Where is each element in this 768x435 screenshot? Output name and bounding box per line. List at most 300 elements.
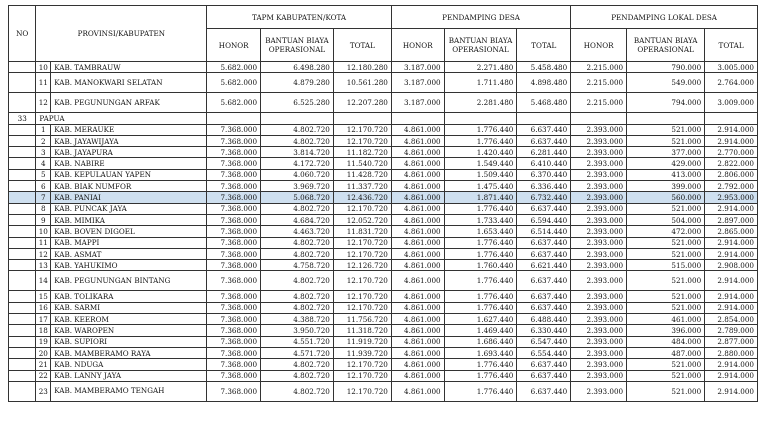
row-index: 10 — [36, 62, 51, 73]
tapm-honor-cell: 7.368.000 — [207, 181, 261, 192]
tapm-total-cell: 11.919.720 — [333, 336, 391, 347]
row-no-cell — [9, 192, 36, 203]
pd-bantuan-cell: 1.627.440 — [444, 314, 517, 325]
pld-total-cell: 2.806.000 — [705, 169, 758, 180]
tapm-bantuan-cell: 4.802.720 — [261, 291, 334, 302]
pd-bantuan-cell: 1.711.480 — [444, 73, 517, 93]
regency-name: KAB. TAMBRAUW — [51, 62, 207, 73]
pld-bantuan-cell: 521.000 — [627, 370, 705, 381]
tapm-total-cell: 12.126.720 — [333, 260, 391, 271]
row-index: 6 — [36, 181, 51, 192]
row-no-cell — [9, 73, 36, 93]
pd-bantuan-cell: 1.549.440 — [444, 158, 517, 169]
tapm-honor-cell: 5.682.000 — [207, 93, 261, 113]
row-index: 23 — [36, 381, 51, 401]
row-index: 8 — [36, 203, 51, 214]
pld-bantuan-cell: 429.000 — [627, 158, 705, 169]
regency-name: KAB. KEEROM — [51, 314, 207, 325]
row-index: 11 — [36, 73, 51, 93]
tapm-bantuan-cell: 3.950.720 — [261, 325, 334, 336]
pld-honor-cell: 2.393.000 — [571, 359, 627, 370]
pd-honor-cell: 3.187.000 — [391, 62, 444, 73]
regency-name: KAB. MERAUKE — [51, 124, 207, 135]
empty-cell — [207, 113, 261, 124]
pld-honor-cell: 2.215.000 — [571, 93, 627, 113]
row-no-cell — [9, 214, 36, 225]
pld-honor-cell: 2.393.000 — [571, 347, 627, 358]
tapm-bantuan-cell: 4.463.720 — [261, 226, 334, 237]
pd-honor-cell: 4.861.000 — [391, 248, 444, 259]
row-no-cell — [9, 226, 36, 237]
tapm-honor-cell: 7.368.000 — [207, 214, 261, 225]
row-index: 7 — [36, 192, 51, 203]
pd-total-cell: 6.637.440 — [517, 124, 571, 135]
row-no-cell — [9, 248, 36, 259]
row-index: 9 — [36, 214, 51, 225]
header-region: PROVINSI/KABUPATEN — [36, 6, 207, 62]
tapm-bantuan-cell: 4.802.720 — [261, 302, 334, 313]
pd-bantuan-cell: 1.871.440 — [444, 192, 517, 203]
pd-total-cell: 6.637.440 — [517, 370, 571, 381]
pld-total-cell: 3.009.000 — [705, 93, 758, 113]
regency-name: KAB. WAROPEN — [51, 325, 207, 336]
pd-bantuan-cell: 1.776.440 — [444, 291, 517, 302]
pld-bantuan-cell: 521.000 — [627, 248, 705, 259]
pld-bantuan-cell: 521.000 — [627, 124, 705, 135]
row-no-cell — [9, 181, 36, 192]
pld-total-cell: 2.822.000 — [705, 158, 758, 169]
tapm-bantuan-cell: 4.802.720 — [261, 124, 334, 135]
regency-name: KAB. BIAK NUMFOR — [51, 181, 207, 192]
regency-name: KAB. NDUGA — [51, 359, 207, 370]
row-index: 10 — [36, 226, 51, 237]
pd-bantuan-cell: 1.776.440 — [444, 381, 517, 401]
pld-honor-cell: 2.393.000 — [571, 169, 627, 180]
tapm-total-cell: 12.170.720 — [333, 359, 391, 370]
tapm-honor-cell: 7.368.000 — [207, 124, 261, 135]
empty-cell — [627, 113, 705, 124]
tapm-bantuan-cell: 5.068.720 — [261, 192, 334, 203]
tapm-honor-cell: 5.682.000 — [207, 62, 261, 73]
tapm-honor-cell: 7.368.000 — [207, 381, 261, 401]
pld-total-cell: 2.880.000 — [705, 347, 758, 358]
table-row — [9, 370, 758, 381]
pld-honor-cell: 2.393.000 — [571, 381, 627, 401]
header-honor: HONOR — [207, 29, 261, 62]
row-no-cell — [9, 135, 36, 146]
regency-name: KAB. MAPPI — [51, 237, 207, 248]
province-name: PAPUA — [36, 113, 207, 124]
row-no-cell — [9, 336, 36, 347]
table-body — [9, 62, 758, 402]
regency-name: KAB. SARMI — [51, 302, 207, 313]
pld-honor-cell: 2.393.000 — [571, 291, 627, 302]
tapm-bantuan-cell: 4.802.720 — [261, 237, 334, 248]
pd-bantuan-cell: 1.693.440 — [444, 347, 517, 358]
tapm-honor-cell: 7.368.000 — [207, 302, 261, 313]
pld-total-cell: 2.908.000 — [705, 260, 758, 271]
pld-total-cell: 2.914.000 — [705, 302, 758, 313]
empty-cell — [391, 113, 444, 124]
row-index: 19 — [36, 336, 51, 347]
row-index: 22 — [36, 370, 51, 381]
header-bantuan: BANTUAN BIAYA OPERASIONAL — [261, 29, 334, 62]
tapm-honor-cell: 7.368.000 — [207, 291, 261, 302]
regency-name: KAB. JAYAWIJAYA — [51, 135, 207, 146]
table-row — [9, 158, 758, 169]
pld-bantuan-cell: 521.000 — [627, 359, 705, 370]
pld-total-cell: 2.914.000 — [705, 237, 758, 248]
row-no-cell — [9, 370, 36, 381]
pld-bantuan-cell: 472.000 — [627, 226, 705, 237]
pld-total-cell: 2.914.000 — [705, 124, 758, 135]
pld-bantuan-cell: 399.000 — [627, 181, 705, 192]
table-row — [9, 314, 758, 325]
pd-honor-cell: 4.861.000 — [391, 181, 444, 192]
pld-total-cell: 2.914.000 — [705, 135, 758, 146]
pld-bantuan-cell: 515.000 — [627, 260, 705, 271]
pld-bantuan-cell: 521.000 — [627, 302, 705, 313]
pd-total-cell: 6.637.440 — [517, 248, 571, 259]
tapm-total-cell: 12.170.720 — [333, 135, 391, 146]
row-no-cell — [9, 271, 36, 291]
tapm-bantuan-cell: 4.571.720 — [261, 347, 334, 358]
pd-bantuan-cell: 1.469.440 — [444, 325, 517, 336]
pd-honor-cell: 4.861.000 — [391, 381, 444, 401]
tapm-total-cell: 12.052.720 — [333, 214, 391, 225]
pld-bantuan-cell: 521.000 — [627, 135, 705, 146]
tapm-total-cell: 12.170.720 — [333, 248, 391, 259]
pd-bantuan-cell: 1.653.440 — [444, 226, 517, 237]
tapm-honor-cell: 7.368.000 — [207, 325, 261, 336]
pd-honor-cell: 4.861.000 — [391, 203, 444, 214]
pld-honor-cell: 2.393.000 — [571, 302, 627, 313]
pld-honor-cell: 2.393.000 — [571, 135, 627, 146]
pd-total-cell: 6.637.440 — [517, 135, 571, 146]
table-row — [9, 62, 758, 73]
pld-total-cell: 2.953.000 — [705, 192, 758, 203]
row-index: 12 — [36, 93, 51, 113]
tapm-honor-cell: 7.368.000 — [207, 203, 261, 214]
pld-honor-cell: 2.393.000 — [571, 214, 627, 225]
pld-total-cell: 2.854.000 — [705, 314, 758, 325]
tapm-bantuan-cell: 3.969.720 — [261, 181, 334, 192]
tapm-total-cell: 11.428.720 — [333, 169, 391, 180]
row-index: 18 — [36, 325, 51, 336]
tapm-honor-cell: 5.682.000 — [207, 73, 261, 93]
table-row — [9, 237, 758, 248]
pld-total-cell: 2.914.000 — [705, 381, 758, 401]
empty-cell — [517, 113, 571, 124]
tapm-total-cell: 12.180.280 — [333, 62, 391, 73]
row-no-cell — [9, 203, 36, 214]
table-row — [9, 135, 758, 146]
pd-total-cell: 6.336.440 — [517, 181, 571, 192]
pd-honor-cell: 3.187.000 — [391, 93, 444, 113]
row-index: 14 — [36, 271, 51, 291]
tapm-bantuan-cell: 4.802.720 — [261, 381, 334, 401]
tapm-honor-cell: 7.368.000 — [207, 336, 261, 347]
table-row — [9, 381, 758, 401]
row-no-cell — [9, 381, 36, 401]
pd-bantuan-cell: 1.776.440 — [444, 248, 517, 259]
pd-honor-cell: 4.861.000 — [391, 325, 444, 336]
pd-total-cell: 6.637.440 — [517, 291, 571, 302]
pld-bantuan-cell: 487.000 — [627, 347, 705, 358]
pd-total-cell: 6.370.440 — [517, 169, 571, 180]
pld-bantuan-cell: 549.000 — [627, 73, 705, 93]
pd-bantuan-cell: 1.686.440 — [444, 336, 517, 347]
row-index: 16 — [36, 302, 51, 313]
row-no-cell — [9, 124, 36, 135]
pd-honor-cell: 4.861.000 — [391, 271, 444, 291]
pld-bantuan-cell: 504.000 — [627, 214, 705, 225]
pld-total-cell: 2.914.000 — [705, 291, 758, 302]
pd-honor-cell: 4.861.000 — [391, 147, 444, 158]
pd-total-cell: 6.330.440 — [517, 325, 571, 336]
pd-honor-cell: 4.861.000 — [391, 291, 444, 302]
pd-total-cell: 6.637.440 — [517, 381, 571, 401]
pd-honor-cell: 4.861.000 — [391, 370, 444, 381]
pld-total-cell: 2.764.000 — [705, 73, 758, 93]
pd-honor-cell: 4.861.000 — [391, 135, 444, 146]
regency-name: KAB. PEGUNUNGAN BINTANG — [51, 271, 207, 291]
tapm-honor-cell: 7.368.000 — [207, 347, 261, 358]
pd-bantuan-cell: 1.776.440 — [444, 203, 517, 214]
pd-honor-cell: 4.861.000 — [391, 359, 444, 370]
empty-cell — [444, 113, 517, 124]
pld-bantuan-cell: 560.000 — [627, 192, 705, 203]
pd-total-cell: 6.621.440 — [517, 260, 571, 271]
regency-name: KAB. ASMAT — [51, 248, 207, 259]
pd-honor-cell: 4.861.000 — [391, 192, 444, 203]
pd-honor-cell: 4.861.000 — [391, 314, 444, 325]
table-row — [9, 226, 758, 237]
tapm-honor-cell: 7.368.000 — [207, 226, 261, 237]
tapm-honor-cell: 7.368.000 — [207, 248, 261, 259]
tapm-bantuan-cell: 3.814.720 — [261, 147, 334, 158]
pd-honor-cell: 4.861.000 — [391, 336, 444, 347]
pd-honor-cell: 4.861.000 — [391, 169, 444, 180]
tapm-total-cell: 12.207.280 — [333, 93, 391, 113]
pd-total-cell: 6.637.440 — [517, 203, 571, 214]
pld-bantuan-cell: 521.000 — [627, 271, 705, 291]
pd-honor-cell: 4.861.000 — [391, 237, 444, 248]
pd-bantuan-cell: 1.776.440 — [444, 302, 517, 313]
pld-total-cell: 2.914.000 — [705, 370, 758, 381]
pld-bantuan-cell: 377.000 — [627, 147, 705, 158]
pd-honor-cell: 4.861.000 — [391, 260, 444, 271]
tapm-bantuan-cell: 4.802.720 — [261, 271, 334, 291]
pd-bantuan-cell: 1.420.440 — [444, 147, 517, 158]
tapm-total-cell: 12.170.720 — [333, 302, 391, 313]
pd-honor-cell: 4.861.000 — [391, 158, 444, 169]
pld-total-cell: 2.792.000 — [705, 181, 758, 192]
pld-bantuan-cell: 790.000 — [627, 62, 705, 73]
regency-name: KAB. SUPIORI — [51, 336, 207, 347]
tapm-total-cell: 11.939.720 — [333, 347, 391, 358]
pld-honor-cell: 2.393.000 — [571, 181, 627, 192]
pd-total-cell: 5.458.480 — [517, 62, 571, 73]
table-row — [9, 359, 758, 370]
regency-name: KAB. MANOKWARI SELATAN — [51, 73, 207, 93]
row-no-cell — [9, 325, 36, 336]
pld-honor-cell: 2.393.000 — [571, 203, 627, 214]
pd-bantuan-cell: 2.271.480 — [444, 62, 517, 73]
pd-bantuan-cell: 1.776.440 — [444, 370, 517, 381]
header-group-tapm: TAPM KABUPATEN/KOTA — [207, 6, 392, 29]
header-bantuan: BANTUAN BIAYA OPERASIONAL — [627, 29, 705, 62]
row-index: 1 — [36, 124, 51, 135]
pd-honor-cell: 4.861.000 — [391, 347, 444, 358]
row-index: 17 — [36, 314, 51, 325]
tapm-total-cell: 11.756.720 — [333, 314, 391, 325]
row-no-cell — [9, 147, 36, 158]
row-index: 15 — [36, 291, 51, 302]
pld-bantuan-cell: 521.000 — [627, 203, 705, 214]
header-no: NO — [9, 6, 36, 62]
pld-total-cell: 2.914.000 — [705, 271, 758, 291]
pd-honor-cell: 4.861.000 — [391, 214, 444, 225]
regency-name: KAB. MIMIKA — [51, 214, 207, 225]
header-group-pendamping-desa: PENDAMPING DESA — [391, 6, 570, 29]
pd-bantuan-cell: 1.475.440 — [444, 181, 517, 192]
pd-total-cell: 6.637.440 — [517, 359, 571, 370]
pd-total-cell: 6.281.440 — [517, 147, 571, 158]
regency-name: KAB. JAYAPURA — [51, 147, 207, 158]
row-index: 5 — [36, 169, 51, 180]
pd-total-cell: 6.410.440 — [517, 158, 571, 169]
tapm-total-cell: 11.831.720 — [333, 226, 391, 237]
table-row-highlighted — [9, 192, 758, 203]
regency-name: KAB. TOLIKARA — [51, 291, 207, 302]
pld-total-cell: 2.770.000 — [705, 147, 758, 158]
tapm-bantuan-cell: 4.551.720 — [261, 336, 334, 347]
pld-bantuan-cell: 521.000 — [627, 381, 705, 401]
pld-honor-cell: 2.393.000 — [571, 237, 627, 248]
pld-honor-cell: 2.393.000 — [571, 226, 627, 237]
pd-bantuan-cell: 1.776.440 — [444, 237, 517, 248]
tapm-total-cell: 12.170.720 — [333, 203, 391, 214]
row-no-cell — [9, 158, 36, 169]
row-no-cell — [9, 302, 36, 313]
table-row — [9, 181, 758, 192]
pld-honor-cell: 2.393.000 — [571, 370, 627, 381]
pld-honor-cell: 2.393.000 — [571, 248, 627, 259]
pd-total-cell: 6.732.440 — [517, 192, 571, 203]
table-row — [9, 214, 758, 225]
tapm-total-cell: 12.170.720 — [333, 237, 391, 248]
pld-total-cell: 2.789.000 — [705, 325, 758, 336]
tapm-bantuan-cell: 4.388.720 — [261, 314, 334, 325]
pd-bantuan-cell: 1.776.440 — [444, 135, 517, 146]
pd-total-cell: 6.594.440 — [517, 214, 571, 225]
header-total: TOTAL — [517, 29, 571, 62]
tapm-total-cell: 11.337.720 — [333, 181, 391, 192]
pld-bantuan-cell: 461.000 — [627, 314, 705, 325]
pd-bantuan-cell: 1.776.440 — [444, 359, 517, 370]
tapm-total-cell: 11.182.720 — [333, 147, 391, 158]
table-row — [9, 73, 758, 93]
pd-bantuan-cell: 1.776.440 — [444, 271, 517, 291]
row-index: 4 — [36, 158, 51, 169]
pld-total-cell: 2.914.000 — [705, 203, 758, 214]
tapm-total-cell: 12.170.720 — [333, 381, 391, 401]
pd-bantuan-cell: 2.281.480 — [444, 93, 517, 113]
pd-total-cell: 6.637.440 — [517, 271, 571, 291]
pld-total-cell: 2.897.000 — [705, 214, 758, 225]
pd-bantuan-cell: 1.733.440 — [444, 214, 517, 225]
pld-honor-cell: 2.393.000 — [571, 158, 627, 169]
pld-honor-cell: 2.215.000 — [571, 62, 627, 73]
tapm-honor-cell: 7.368.000 — [207, 271, 261, 291]
tapm-total-cell: 11.540.720 — [333, 158, 391, 169]
pd-total-cell: 6.637.440 — [517, 237, 571, 248]
row-no-cell — [9, 169, 36, 180]
pd-honor-cell: 3.187.000 — [391, 73, 444, 93]
pld-honor-cell: 2.393.000 — [571, 271, 627, 291]
tapm-bantuan-cell: 6.525.280 — [261, 93, 334, 113]
table-row — [9, 302, 758, 313]
row-index: 12 — [36, 248, 51, 259]
tapm-honor-cell: 7.368.000 — [207, 314, 261, 325]
table-row — [9, 291, 758, 302]
row-no-cell — [9, 260, 36, 271]
tapm-honor-cell: 7.368.000 — [207, 370, 261, 381]
pd-honor-cell: 4.861.000 — [391, 124, 444, 135]
row-no-cell — [9, 62, 36, 73]
row-index: 21 — [36, 359, 51, 370]
table-row — [9, 347, 758, 358]
header-total: TOTAL — [705, 29, 758, 62]
pld-bantuan-cell: 794.000 — [627, 93, 705, 113]
pd-total-cell: 5.468.480 — [517, 93, 571, 113]
pld-honor-cell: 2.393.000 — [571, 260, 627, 271]
pd-bantuan-cell: 1.509.440 — [444, 169, 517, 180]
pld-bantuan-cell: 396.000 — [627, 325, 705, 336]
row-index: 3 — [36, 147, 51, 158]
pld-bantuan-cell: 521.000 — [627, 291, 705, 302]
pld-bantuan-cell: 521.000 — [627, 237, 705, 248]
tapm-honor-cell: 7.368.000 — [207, 135, 261, 146]
tapm-total-cell: 12.170.720 — [333, 271, 391, 291]
regency-name: KAB. NABIRE — [51, 158, 207, 169]
province-row — [9, 113, 758, 124]
regency-name: KAB. MAMBERAMO RAYA — [51, 347, 207, 358]
pd-total-cell: 6.554.440 — [517, 347, 571, 358]
tapm-total-cell: 10.561.280 — [333, 73, 391, 93]
table-row — [9, 336, 758, 347]
row-no-cell — [9, 314, 36, 325]
regency-name: KAB. PEGUNUNGAN ARFAK — [51, 93, 207, 113]
empty-cell — [261, 113, 334, 124]
table-row — [9, 248, 758, 259]
tapm-honor-cell: 7.368.000 — [207, 158, 261, 169]
tapm-honor-cell: 7.368.000 — [207, 147, 261, 158]
pld-total-cell: 2.865.000 — [705, 226, 758, 237]
pld-honor-cell: 2.215.000 — [571, 73, 627, 93]
row-index: 13 — [36, 260, 51, 271]
tapm-bantuan-cell: 4.802.720 — [261, 203, 334, 214]
row-index: 20 — [36, 347, 51, 358]
header-bantuan: BANTUAN BIAYA OPERASIONAL — [444, 29, 517, 62]
pld-total-cell: 2.914.000 — [705, 248, 758, 259]
table-row — [9, 271, 758, 291]
pld-total-cell: 3.005.000 — [705, 62, 758, 73]
province-no: 33 — [9, 113, 36, 124]
pld-honor-cell: 2.393.000 — [571, 192, 627, 203]
pd-honor-cell: 4.861.000 — [391, 226, 444, 237]
